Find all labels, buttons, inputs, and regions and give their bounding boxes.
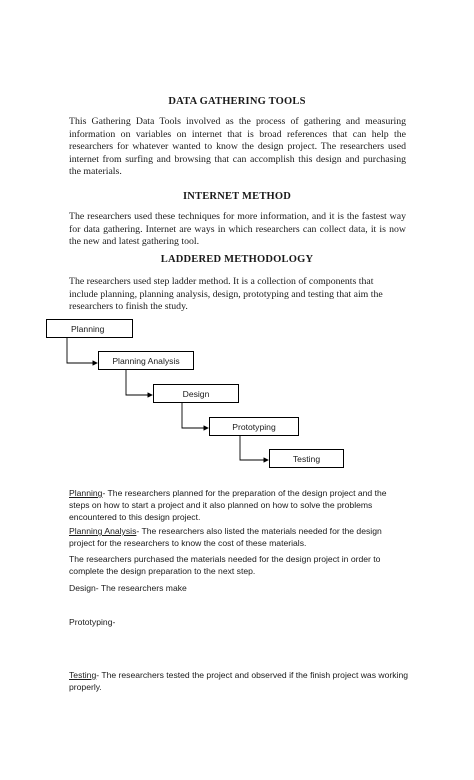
planning-description	[69, 487, 409, 524]
connector-planning-analysis	[67, 338, 97, 363]
ladder-step-testing: Testing	[269, 449, 344, 468]
ladder-step-prototyping: Prototyping	[209, 417, 299, 436]
planning-analysis-text: - The researchers also listed the materials needed for the design project for the researchers to know the cost of these materials.	[69, 526, 382, 549]
testing-description	[69, 669, 409, 693]
purchase-description: The researchers purchased the materials needed for the design project in order to complete the design preparation to the next step.	[69, 554, 381, 577]
internet-method-title: INTERNET METHOD	[182, 191, 292, 202]
testing-text: - The researchers tested the project and observed if the finish project was working properly.	[69, 670, 408, 693]
internet-method-body: The researchers used these techniques for more information, and it is the fastest way for data gathering. Internet are ways in which researchers can collect data, it is now the new and latest gathering tool.	[69, 211, 406, 248]
data-gathering-body: This Gathering Data Tools involved as the process of gathering and measuring information on variables on internet that is broad references that can help the researchers for whatever wanted to know the design project. The researchers used internet from surfing and browsing that can accomplish this design and purchasing the materials.	[69, 116, 406, 178]
design-description: Design- The researchers make	[69, 583, 187, 593]
connector-analysis-design	[126, 370, 152, 395]
planning-text: - The researchers planned for the preparation of the design project and the steps on how to start a project and it also planned on how to solve the problems encountered to this design project.	[69, 488, 387, 523]
prototyping-description: Prototyping-	[69, 617, 116, 627]
laddered-methodology-body: The researchers used step ladder method. It is a collection of components that include planning, planning analysis, design, prototyping and testing that aim the researchers to finish the study.	[69, 276, 383, 313]
ladder-step-design: Design	[153, 384, 239, 403]
planning-term: Planning	[69, 488, 103, 498]
testing-term: Testing	[69, 670, 97, 680]
connector-prototyping-testing	[240, 436, 268, 460]
laddered-methodology-title: LADDERED METHODOLOGY	[160, 254, 314, 265]
planning-analysis-description	[69, 525, 409, 549]
data-gathering-title: DATA GATHERING TOOLS	[168, 96, 306, 107]
ladder-step-planning-analysis: Planning Analysis	[98, 351, 194, 370]
connector-design-prototyping	[182, 403, 208, 428]
planning-analysis-term: Planning Analysis	[69, 526, 137, 536]
ladder-step-planning: Planning	[46, 319, 133, 338]
